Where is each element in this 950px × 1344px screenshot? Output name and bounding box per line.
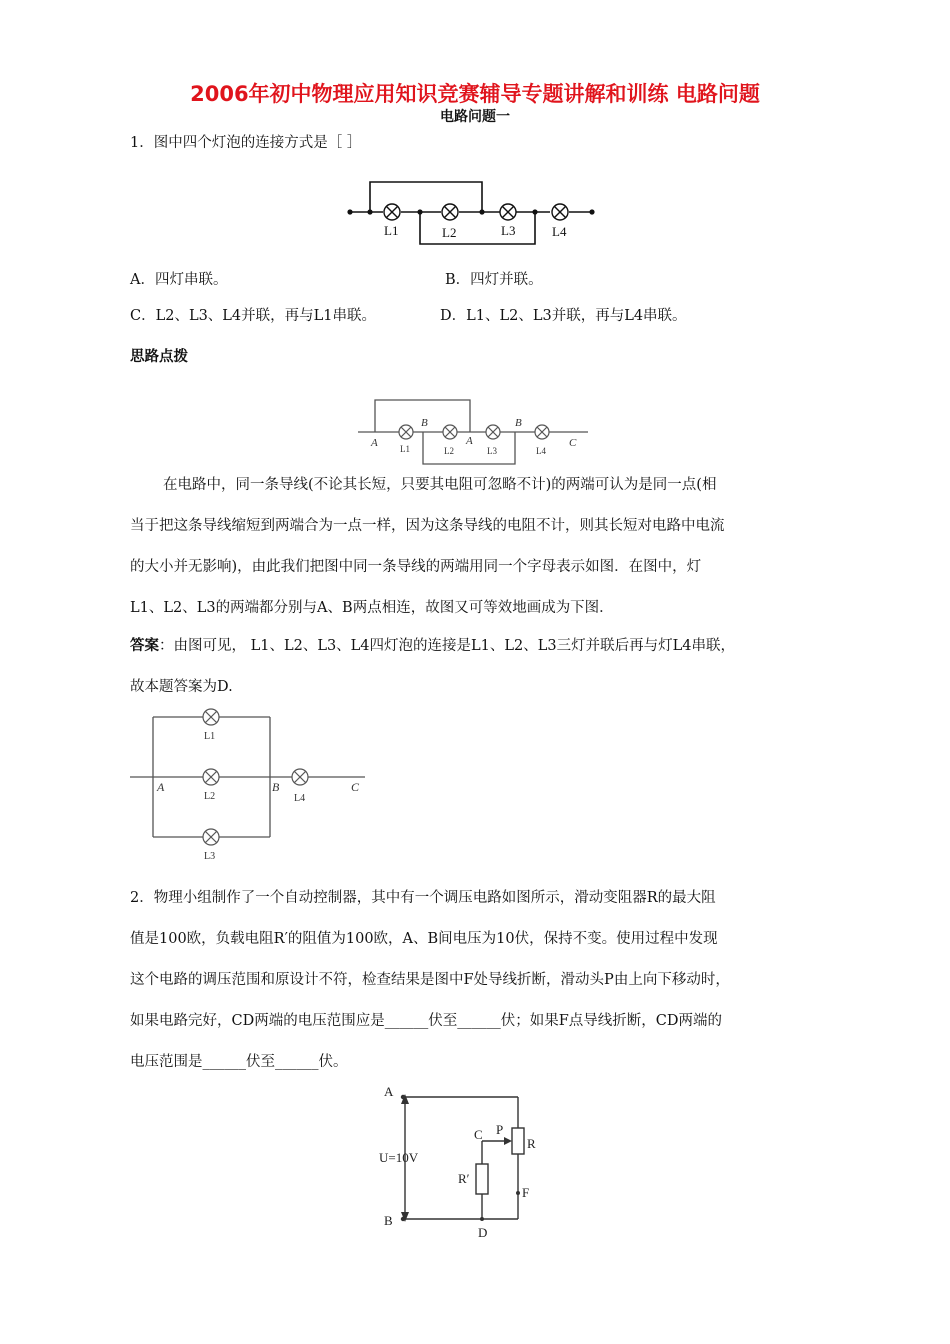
- lamp-icon: [486, 425, 500, 439]
- lamp-icon: [203, 829, 219, 845]
- q2-line: 如果电路完好，CD两端的电压范围应是______伏至______伏；如果F点导线折断，CD两端的: [130, 1013, 722, 1029]
- q2-circuit-diagram: [375, 1080, 555, 1240]
- lamp-label: L3: [501, 223, 516, 238]
- point-f-label: F: [522, 1185, 530, 1200]
- point-label: B: [421, 417, 428, 429]
- lamp-icon: [500, 204, 516, 220]
- hint-heading: 思路点拨: [130, 349, 188, 365]
- lamp-label: L1: [384, 223, 399, 238]
- resistor-r-prime-label: R′: [458, 1171, 470, 1186]
- answer-circuit-diagram: [125, 705, 375, 865]
- option-b: B．四灯并联。: [445, 272, 543, 288]
- resistor-r-label: R: [527, 1136, 536, 1151]
- lamp-icon: [203, 769, 219, 785]
- point-label: B: [272, 780, 280, 794]
- voltage-label: U=10V: [379, 1150, 419, 1165]
- hint-line: L1、L2、L3的两端都分别与A、B两点相连，故图又可等效地画成为下图．: [130, 600, 614, 616]
- q2-line: 2．物理小组制作了一个自动控制器，其中有一个调压电路如图所示，滑动变阻器R的最大阻: [130, 890, 716, 906]
- hint-line: 的大小并无影响)，由此我们把图中同一条导线的两端用同一个字母表示如图．在图中，灯: [130, 559, 702, 575]
- hint-line: 在电路中，同一条导线(不论其长短，只要其电阻可忽略不计)的两端可认为是同一点(相: [163, 477, 717, 493]
- terminal-a-label: A: [384, 1084, 394, 1099]
- lamp-label: L3: [204, 851, 216, 862]
- lamp-label: L2: [204, 791, 216, 802]
- lamp-icon: [384, 204, 400, 220]
- point-label: A: [371, 437, 378, 449]
- lamp-icon: [442, 204, 458, 220]
- question-1-text: 1．图中四个灯泡的连接方式是［ ］: [130, 135, 362, 151]
- point-label: A: [466, 435, 473, 447]
- lamp-label: L1: [400, 444, 410, 454]
- answer-line-1: [130, 636, 735, 656]
- terminal-b-label: B: [384, 1213, 393, 1228]
- lamp-icon: [203, 709, 219, 725]
- lamp-icon: [292, 769, 308, 785]
- lamp-icon: [535, 425, 549, 439]
- point-label: B: [515, 417, 522, 429]
- q2-line: 这个电路的调压范围和原设计不符，检查结果是图中F处导线折断，滑动头P由上向下移动时，: [130, 972, 730, 988]
- q2-line: 值是100欧，负载电阻R′的阻值为100欧，A、B间电压为10伏，保持不变。使用过程中发现: [130, 931, 718, 947]
- option-a: A．四灯串联。: [130, 272, 228, 288]
- terminal-c-label: C: [474, 1127, 483, 1142]
- hint-paragraph: [130, 465, 820, 629]
- lamp-label: L3: [487, 446, 497, 456]
- hint-line: 当于把这条导线缩短到两端合为一点一样，因为这条导线的电阻不计，则其长短对电路中电流: [130, 518, 725, 534]
- lamp-label: L4: [536, 446, 546, 456]
- point-label: A: [157, 780, 165, 794]
- hint-circuit-diagram: [355, 390, 595, 465]
- section-subtitle: 电路问题一: [440, 109, 510, 125]
- page-title: 2006年初中物理应用知识竞赛辅导专题讲解和训练 电路问题: [190, 82, 760, 106]
- q2-line: 电压范围是______伏至______伏。: [130, 1054, 348, 1070]
- option-c: C．L2、L3、L4并联，再与L1串联。: [130, 308, 377, 324]
- q1-circuit-diagram: [335, 170, 615, 245]
- answer-label: 答案: [130, 638, 159, 654]
- lamp-icon: [443, 425, 457, 439]
- question-2-text: [130, 878, 820, 1083]
- lamp-label: L2: [442, 225, 457, 240]
- option-d: D．L1、L2、L3并联，再与L4串联。: [440, 308, 687, 324]
- point-label: C: [569, 437, 577, 449]
- terminal-d-label: D: [478, 1225, 488, 1240]
- lamp-icon: [399, 425, 413, 439]
- lamp-label: L4: [552, 224, 567, 239]
- lamp-label: L4: [294, 793, 306, 804]
- answer-line-2: 故本题答案为D.: [130, 679, 233, 695]
- slider-p-label: P: [496, 1122, 504, 1137]
- lamp-icon: [552, 204, 568, 220]
- point-label: C: [351, 780, 360, 794]
- answer-text: ：由图可见， L1、L2、L3、L4四灯泡的连接是L1、L2、L3三灯并联后再与灯L4串联，: [159, 638, 735, 654]
- lamp-label: L1: [204, 731, 216, 742]
- lamp-label: L2: [444, 446, 454, 456]
